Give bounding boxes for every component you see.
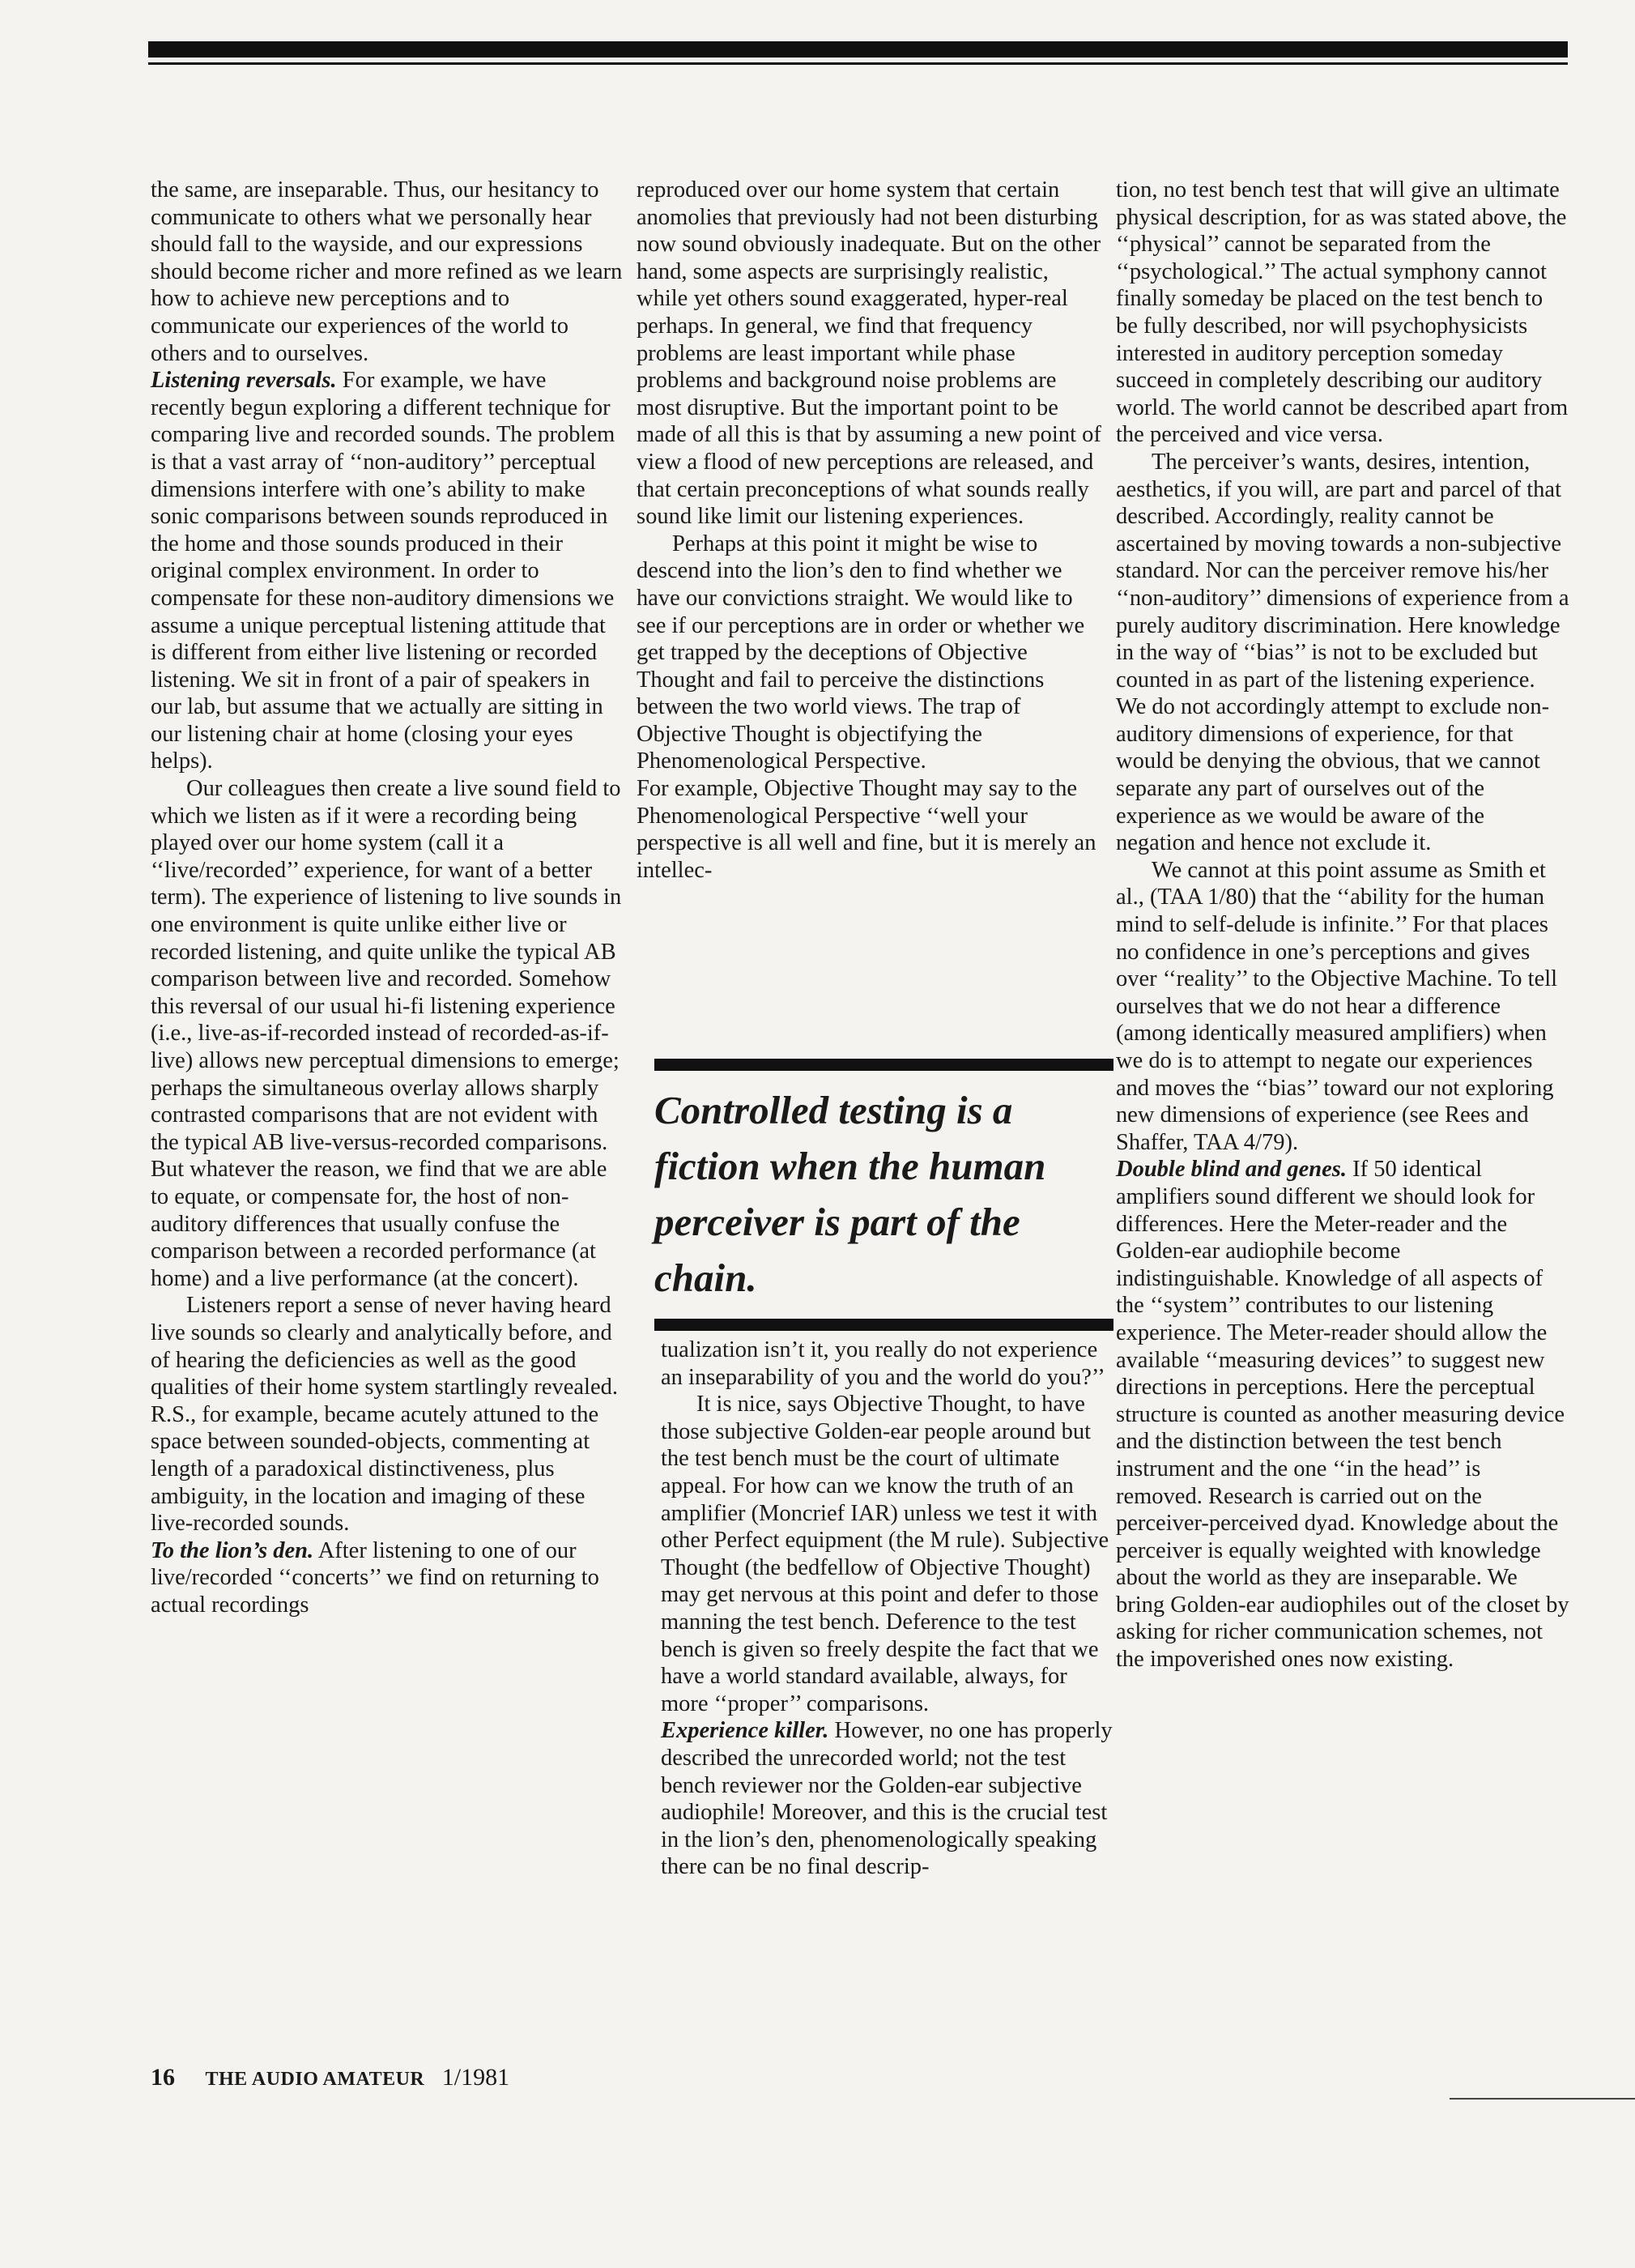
- header-rule: [148, 41, 1568, 58]
- paragraph: the same, are inseparable. Thus, our hesitancy to communicate to others what we personally hear should fall to the wayside, and our expressions should become richer and more refined as we learn how to achieve new perceptions and to communicate our experiences of the world to others and to ourselves.: [151, 177, 623, 366]
- subhead-lions-den: To the lion’s den.: [151, 1537, 314, 1563]
- paragraph: tion, no test bench test that will give an ultimate physical description, for as was stated above, the ‘‘physical’’ cannot be separated from the ‘‘psychological.’’ The actual symphony cannot finally someday be placed on the test bench to be fully described, nor will psychophysicists interested in auditory perception someday succeed in completely describing our auditory world. The world cannot be described apart from the perceived and vice versa.: [1116, 177, 1569, 448]
- paragraph: tualization isn’t it, you really do not experience an inseparability of you and the world do you?’’: [661, 1337, 1105, 1390]
- magazine-title: THE AUDIO AMATEUR: [205, 2069, 425, 2090]
- paragraph-with-subhead: [151, 367, 625, 775]
- paragraph-with-subhead: [1116, 1156, 1569, 1673]
- pull-quote-bottom-rule: [654, 1319, 1113, 1331]
- subhead-double-blind: Double blind and genes.: [1116, 1157, 1348, 1183]
- paragraph-with-subhead: [151, 1537, 625, 1619]
- paragraph: reproduced over our home system that certain anomolies that previously had not been disturbing now sound obviously inadequate. But on the other hand, some aspects are surprisingly realistic, while yet others sound exaggerated, hyper-real perhaps. In general, we find that frequency problems are least important while phase problems and background noise problems are most disruptive. But the important point to be made of all this is that by assuming a new point of view a flood of new perceptions are released, and that certain preconceptions of what sounds really sound like limit our listening experiences.: [637, 177, 1101, 530]
- pull-quote: [654, 1059, 1113, 1331]
- article-column-2: [637, 177, 1101, 884]
- paragraph: Perhaps at this point it might be wise to descend into the lion’s den to find whether we have our convictions straight. We would like to see if our perceptions are in order or whether we get trapped by the deceptions of Objective Thought and fail to perceive the distinctions between the two world views. The trap of Objective Thought is objectifying the Phenomenological Perspective.: [637, 531, 1085, 774]
- footer-rule: [1450, 2098, 1635, 2100]
- paragraph: For example, Objective Thought may say to the Phenomenological Perspective ‘‘well your perspective is all well and fine, but it is merely an intellec-: [637, 776, 1096, 883]
- pull-quote-text: Controlled testing is a fiction when the human perceiver is part of the chain.: [654, 1088, 1046, 1300]
- article-column-3: [1116, 177, 1569, 1673]
- paragraph: The perceiver’s wants, desires, intention, aesthetics, if you will, are part and parcel of that described. Accordingly, reality cannot be ascertained by moving towards a non-subjective standard. Nor can the perceiver remove his/her ‘‘non-auditory’’ dimensions of experience from a purely auditory discrimination. Here knowledge in the way of ‘‘bias’’ is not to be excluded but counted in as part of the listening experience. We do not accordingly attempt to exclude non-auditory dimensions of experience, for that would be denying the obvious, that we cannot separate any part of ourselves out of the experience as we would be aware of the negation and hence not exclude it.: [1116, 449, 1569, 856]
- paragraph-text: If 50 identical amplifiers sound different we should look for differences. Here the Meter-reader and the Golden-ear audiophile become indistinguishable. Knowledge of all aspects of the ‘‘system’’ contributes to our listening experience. The Meter-reader should allow the available ‘‘measuring devices’’ to suggest new directions in perceptions. Here the perceptual structure is counted as another measuring device and the distinction between the test bench instrument and the one ‘‘in the head’’ is removed. Research is carried out on the perceiver-perceived dyad. Knowledge about the perceiver is equally weighted with knowledge about the world as they are inseparable. We bring Golden-ear audiophiles out of the closet by asking for richer communication schemes, not the impoverished ones now existing.: [1116, 1157, 1569, 1673]
- article-column-1: [151, 177, 625, 1618]
- paragraph: We cannot at this point assume as Smith et al., (TAA 1/80) that the ‘‘ability for the human mind to self-delude is infinite.’’ For that places no confidence in one’s perceptions and gives over ‘‘reality’’ to the Objective Machine. To tell ourselves that we do not hear a difference (among identically measured amplifiers) when we do is to attempt to negate our experiences and moves the ‘‘bias’’ toward our not exploring new dimensions of experience (see Rees and Shaffer, TAA 4/79).: [1116, 857, 1558, 1155]
- paragraph-text: For example, we have recently begun exploring a different technique for comparing live and recorded sounds. The problem is that a vast array of ‘‘non-auditory’’ perceptual dimensions interfere with one’s ability to make sonic comparisons between sounds reproduced in the home and those sounds produced in their original complex environment. In order to compensate for these non-auditory dimensions we assume a unique perceptual listening attitude that is different from either live listening or recorded listening. We sit in front of a pair of speakers in our lab, but assume that we actually are sitting in our listening chair at home (closing your eyes helps).: [151, 368, 615, 774]
- issue-date: 1/1981: [441, 2064, 510, 2091]
- article-column-2-continued: [661, 1336, 1114, 1881]
- paragraph-text: After listening to one of our live/recorded ‘‘concerts’’ we find on returning to actual recordings: [151, 1537, 599, 1618]
- page-footer: [151, 2064, 509, 2091]
- subhead-experience-killer: Experience killer.: [661, 1718, 829, 1744]
- paragraph-text: However, no one has properly described the unrecorded world; not the test bench reviewer nor the Golden-ear subjective audiophile! Moreover, and this is the crucial test in the lion’s den, phenomenologically speaking there can be no final descrip-: [661, 1718, 1113, 1880]
- paragraph: Our colleagues then create a live sound field to which we listen as if it were a recording being played over our home system (call it a ‘‘live/recorded’’ experience, for want of a better term). The experience of listening to live sounds in one environment is quite unlike either live or recorded listening, and quite unlike the typical AB comparison between live and recorded. Somehow this reversal of our usual hi-fi listening experience (i.e., live-as-if-recorded instead of recorded-as-if-live) allows new perceptual dimensions to emerge; perhaps the simultaneous overlay allows sharply contrasted comparisons that are not evident with the typical AB live-versus-recorded comparisons. But whatever the reason, we find that we are able to equate, or compensate for, the host of non-auditory differences that usually confuse the comparison between a recorded performance (at home) and a live performance (at the concert).: [151, 776, 622, 1291]
- paragraph-with-subhead: [661, 1717, 1114, 1881]
- pull-quote-top-rule: [654, 1059, 1113, 1071]
- paragraph: Listeners report a sense of never having heard live sounds so clearly and analytically before, and of hearing the deficiencies as well as the good qualities of their home system startlingly revealed. R.S., for example, became acutely attuned to the space between sounded-objects, commenting at length of a paradoxical distinctiveness, plus ambiguity, in the location and imaging of these live-recorded sounds.: [151, 1293, 618, 1537]
- subhead-listening-reversals: Listening reversals.: [151, 368, 337, 394]
- paragraph: It is nice, says Objective Thought, to have those subjective Golden-ear people around but the test bench must be the court of ultimate appeal. For how can we know the truth of an amplifier (Moncrief IAR) unless we test it with other Perfect equipment (the M rule). Subjective Thought (the bedfellow of Objective Thought) may get nervous at this point and defer to those manning the test bench. Deference to the test bench is given so freely despite the fact that we have a world standard available, always, for more ‘‘proper’’ comparisons.: [661, 1392, 1109, 1716]
- page-number: 16: [151, 2064, 175, 2091]
